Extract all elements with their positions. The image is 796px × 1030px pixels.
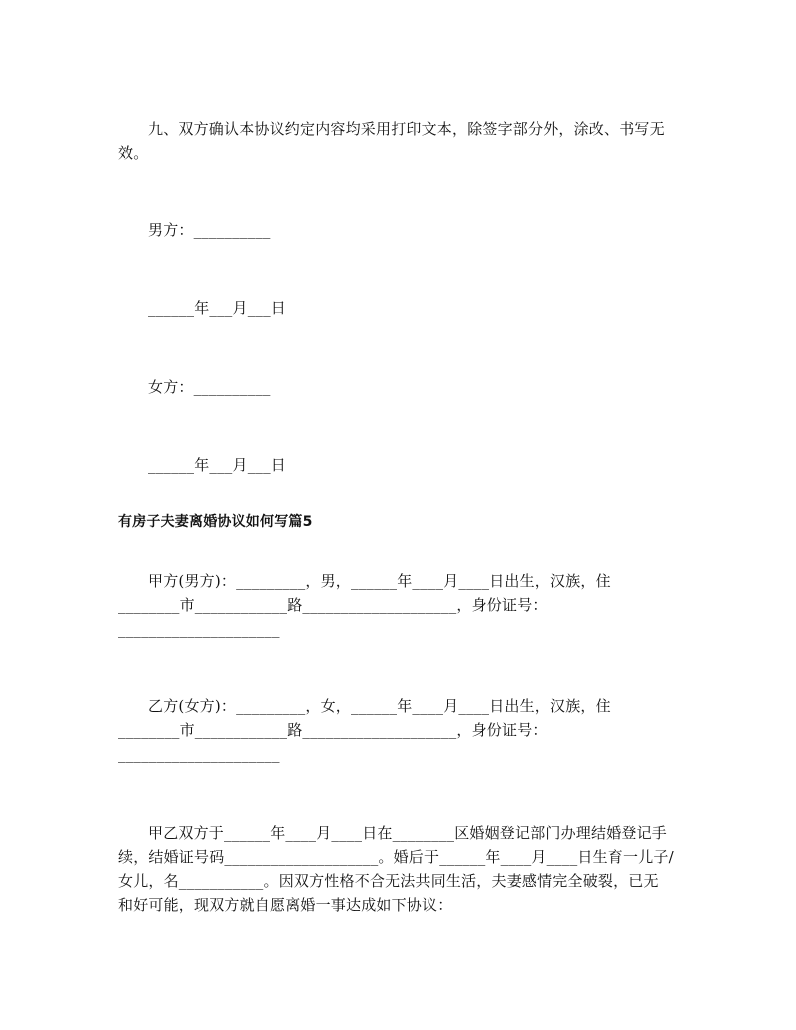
female-date-line: ______年___月___日 bbox=[148, 456, 287, 474]
party-b-line-2: ________市____________路____________________，身份证号： bbox=[118, 721, 548, 739]
intro-line-3: 女儿，名___________。因双方性格不合无法共同生活，夫妻感情完全破裂，已无 bbox=[118, 872, 659, 890]
party-a-line-3: _____________________ bbox=[118, 620, 280, 638]
party-b-line-1: 乙方(女方)：_________，女，______年____月____日出生，汉族，住 bbox=[148, 697, 611, 715]
intro-line-1: 甲乙双方于______年____月____日在________区婚姻登记部门办理结婚登记手 bbox=[148, 824, 668, 842]
section-title: 有房子夫妻离婚协议如何写篇5 bbox=[118, 514, 313, 530]
intro-line-4: 和好可能，现双方就自愿离婚一事达成如下协议： bbox=[118, 896, 453, 914]
clause-9-line-2: 效。 bbox=[118, 144, 149, 162]
clause-9-line-1: 九、双方确认本协议约定内容均采用打印文本，除签字部分外，涂改、书写无 bbox=[148, 120, 665, 138]
party-b-line-3: _____________________ bbox=[118, 745, 280, 763]
male-date-line: ______年___月___日 bbox=[148, 299, 287, 317]
intro-line-2: 续，结婚证号码____________________。婚后于______年____月____日生育一儿子/ bbox=[118, 848, 674, 866]
female-signature-line: 女方：__________ bbox=[148, 378, 271, 396]
male-signature-line: 男方：__________ bbox=[148, 221, 271, 239]
party-a-line-1: 甲方(男方)：_________，男，______年____月____日出生，汉族，住 bbox=[148, 572, 611, 590]
party-a-line-2: ________市____________路____________________，身份证号： bbox=[118, 596, 548, 614]
